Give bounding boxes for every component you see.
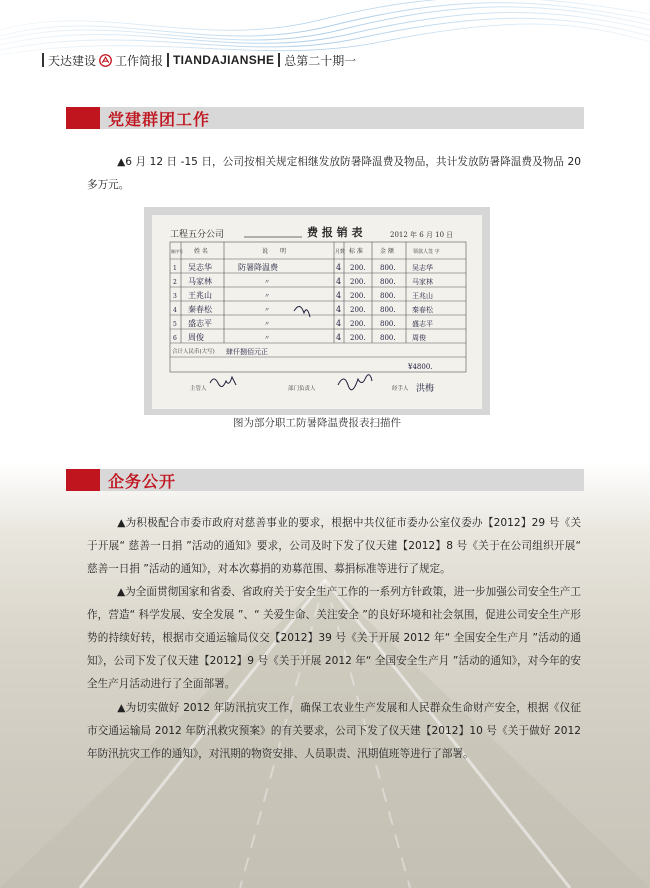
form-cell: 4 [336, 277, 342, 286]
form-cell: 6 [173, 335, 177, 342]
form-dept-label: 部门负责人 [288, 386, 316, 392]
form-cell: 周俊 [188, 333, 204, 342]
form-header: 月数 [335, 249, 346, 255]
section-heading: 企务公开 [108, 471, 177, 491]
paragraph: ▲为全面贯彻国家和省委、省政府关于安全生产工作的一系列方针政策，进一步加强公司安全生产工作，营造“ 科学发展、安全发展 ”、“ 关爱生命、关注安全 ”的良好环境和社会氛围，促进公司安全生产形势的持续好转，根据市交通运输局仪交【2012】39 号《关于开展 2012 年“ 全国安全生产月 ”活动的通知》，公司下发了仪天建【2012】9 号《关于开展 2012 年“ 全国安全生产月 ”活动的通知》，对今年的安全生产月活动进行了全面部署。 [87, 586, 581, 690]
form-cell: 吴志华 [188, 263, 212, 272]
form-cell: 2 [173, 279, 177, 286]
form-cell: 4 [336, 319, 342, 328]
form-cell: 马家林 [412, 278, 433, 286]
expense-form-scan [144, 207, 490, 415]
header-divider [278, 53, 280, 67]
form-cell: 〃 [264, 321, 271, 328]
section-marker [66, 469, 100, 491]
form-cell: 200. [350, 278, 366, 286]
form-header: 领款人签 字 [413, 249, 440, 255]
form-cell: 秦春松 [188, 305, 212, 314]
form-cell: 〃 [264, 335, 271, 342]
form-total-label: 合计人民币(大写) [172, 349, 215, 355]
form-cell: 〃 [264, 293, 271, 300]
form-cell: 〃 [264, 279, 271, 286]
form-header: 标 准 [349, 248, 363, 255]
tianda-logo-icon [99, 54, 112, 67]
form-cell: 周俊 [412, 334, 426, 342]
form-cell: 王兆山 [188, 291, 212, 300]
form-title: 费 报 销 表 [307, 226, 363, 239]
form-cell: 3 [173, 293, 177, 300]
section-title-party [66, 107, 584, 129]
form-cell: 800. [380, 306, 396, 314]
form-handler-name: 洪梅 [416, 384, 435, 394]
form-cell: 1 [173, 265, 177, 272]
form-cell: 800. [380, 334, 396, 342]
form-cell: 盛志平 [188, 319, 212, 328]
form-header: 姓 名 [194, 248, 208, 255]
form-total-words: 肆仟捌佰元正 [226, 348, 268, 356]
form-cell: 200. [350, 292, 366, 300]
form-cell: 800. [380, 264, 396, 272]
form-cell: 王兆山 [412, 292, 433, 300]
form-cell: 秦春松 [412, 306, 433, 314]
form-header: 顺序号 [171, 249, 183, 254]
form-cell: 吴志华 [412, 264, 433, 272]
paragraph: ▲为切实做好 2012 年防汛抗灾工作，确保工农业生产发展和人民群众生命财产安全，根据《仪征市交通运输局 2012 年防汛救灾预案》的有关要求，公司下发了仪天建【2012】10 号《关于做好 2012 年防汛抗灾工作的通知》，对汛期的物资安排、人员职责、汛期值班等进行了部署。 [87, 702, 581, 760]
form-cell: 800. [380, 278, 396, 286]
section-heading: 党建群团工作 [108, 109, 211, 129]
form-cell: 800. [380, 292, 396, 300]
form-cell: 200. [350, 306, 366, 314]
form-cell: 〃 [264, 307, 271, 314]
form-cell: 防暑降温费 [238, 263, 278, 272]
form-cell: 200. [350, 320, 366, 328]
form-header: 说 明 [262, 248, 287, 255]
form-supervisor-label: 主管人 [190, 386, 207, 392]
header-divider [42, 53, 44, 67]
form-cell: 4 [173, 307, 177, 314]
form-cell: 4 [336, 263, 342, 272]
header-issue: 总第二十期一 [284, 53, 357, 68]
form-cell: 4 [336, 291, 342, 300]
header-brief: 工作简报 [115, 53, 164, 68]
form-cell: 马家林 [188, 277, 212, 286]
header-divider [167, 53, 169, 67]
paragraph: ▲为积极配合市委市政府对慈善事业的要求，根据中共仪征市委办公室仪委办【2012】29 号《关于开展“ 慈善一日捐 ”活动的通知》要求，公司及时下发了仪天建【2012】8 号《关于在公司组织开展“ 慈善一日捐 ”活动的通知》，对本次募捐的劝募范围、募捐标准等进行了规定。 [87, 517, 581, 575]
form-cell: 800. [380, 320, 396, 328]
paragraph: ▲6 月 12 日 -15 日，公司按相关规定相继发放防暑降温费及物品，共计发放防暑降温费及物品 20 多万元。 [87, 156, 581, 191]
form-cell: 5 [173, 321, 177, 328]
section-title-affairs [66, 469, 584, 491]
form-cell: 盛志平 [412, 320, 433, 328]
form-handler-label: 经手人 [392, 386, 409, 392]
form-cell: 200. [350, 334, 366, 342]
header-english: TIANDAJIANSHE [173, 53, 275, 67]
form-cell: 4 [336, 333, 342, 342]
image-caption: 图为部分职工防暑降温费报表扫描件 [233, 417, 401, 429]
form-cell: 4 [336, 305, 342, 314]
page-header [38, 51, 356, 69]
form-date: 2012 年 6 月 10 日 [390, 231, 454, 239]
header-org: 天达建设 [48, 53, 97, 68]
section-marker [66, 107, 100, 129]
form-company: 工程五分公司 [170, 230, 225, 240]
form-cell: 200. [350, 264, 366, 272]
form-header: 金 额 [380, 248, 394, 255]
form-total-amount: ¥4800. [408, 363, 433, 371]
